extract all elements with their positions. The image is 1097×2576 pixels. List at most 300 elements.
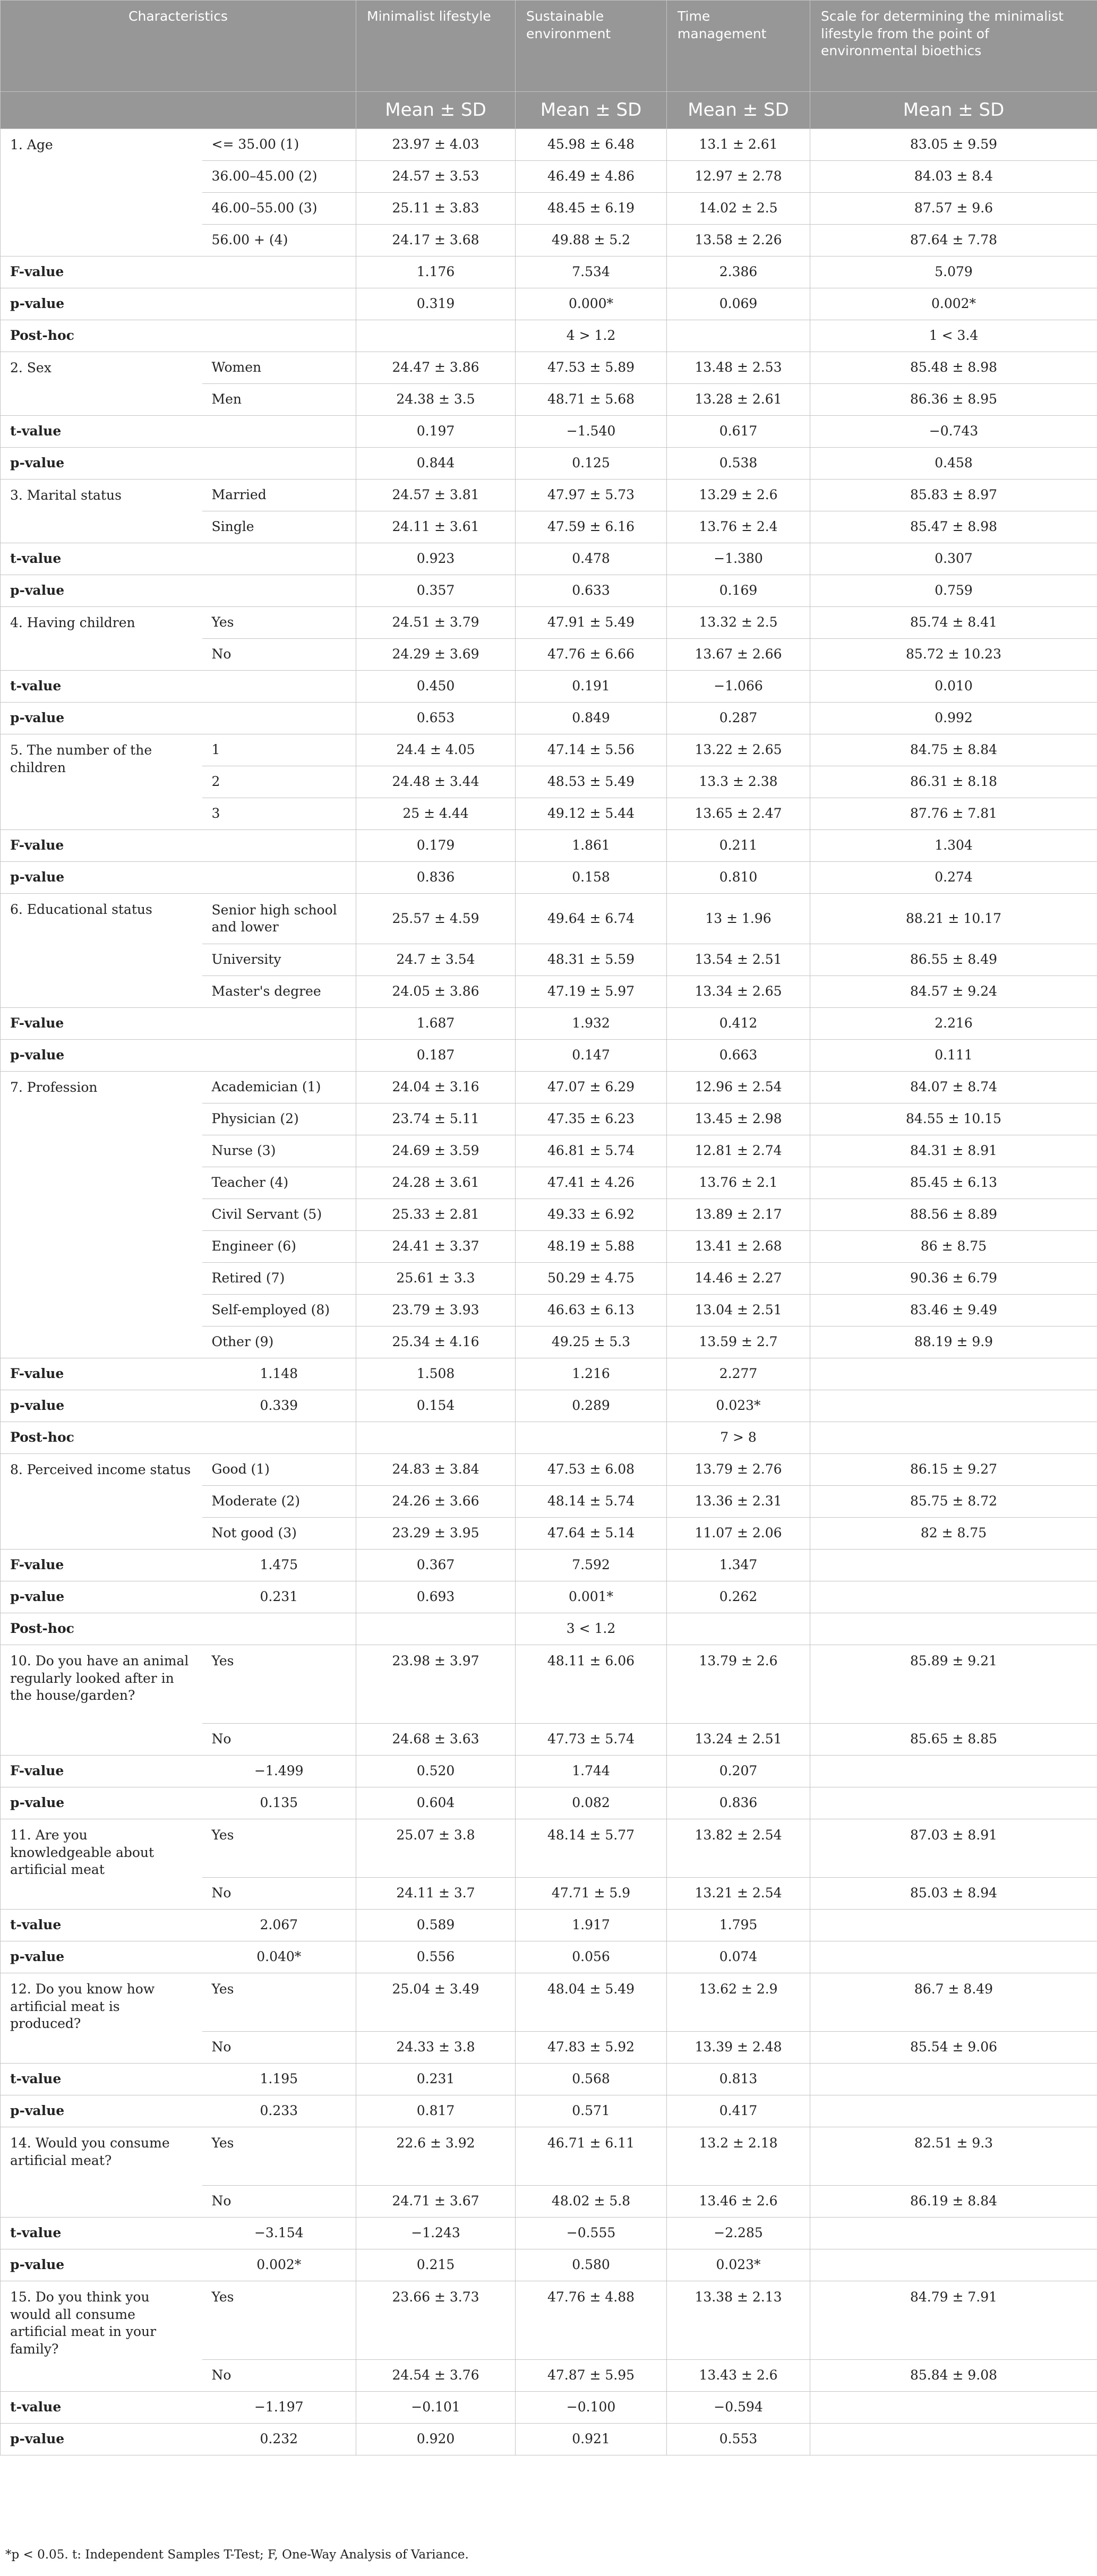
value-cell: 0.191: [516, 671, 667, 703]
value-cell: 13.89 ± 2.17: [667, 1199, 810, 1231]
value-cell: 49.64 ± 6.74: [516, 894, 667, 944]
value-cell: 7 > 8: [667, 1422, 810, 1454]
value-cell: 0.082: [516, 1787, 667, 1819]
stat-row: [1, 2392, 1097, 2424]
value-cell: 24.7 ± 3.54: [356, 944, 516, 976]
row-group-label: 6. Educational status: [1, 894, 202, 1008]
value-cell: −1.499: [202, 1756, 356, 1787]
stat-row: [1, 2095, 1097, 2127]
value-cell: 24.11 ± 3.61: [356, 511, 516, 543]
stat-label: p-value: [1, 2424, 202, 2455]
value-cell: 0.571: [516, 2095, 667, 2127]
value-cell: 48.53 ± 5.49: [516, 766, 667, 798]
stat-label: p-value: [1, 1390, 202, 1422]
row-subcategory: 3: [202, 798, 356, 830]
value-cell: 90.36 ± 6.79: [810, 1263, 1097, 1295]
value-cell: 88.56 ± 8.89: [810, 1199, 1097, 1231]
value-cell: 84.07 ± 8.74: [810, 1072, 1097, 1103]
value-cell: 46.71 ± 6.11: [516, 2127, 667, 2186]
value-cell: 0.147: [516, 1040, 667, 1072]
table-row: [1, 607, 1097, 639]
value-cell: 1.475: [202, 1550, 356, 1581]
value-cell: 88.19 ± 9.9: [810, 1326, 1097, 1358]
value-cell: 49.25 ± 5.3: [516, 1326, 667, 1358]
row-subcategory: No: [202, 2360, 356, 2392]
value-cell: 13.43 ± 2.6: [667, 2360, 810, 2392]
stat-label: t-value: [1, 2218, 202, 2249]
row-subcategory: No: [202, 1724, 356, 1756]
value-cell: 13.65 ± 2.47: [667, 798, 810, 830]
value-cell: 0.274: [810, 862, 1097, 894]
value-cell: 0.158: [516, 862, 667, 894]
stat-label: p-value: [1, 2249, 202, 2281]
header-minimalist-lifestyle: Minimalist lifestyle: [356, 1, 516, 92]
value-cell: 24.57 ± 3.53: [356, 161, 516, 193]
value-cell: 0.069: [667, 288, 810, 320]
subheader-mean-sd: Mean ± SD: [516, 92, 667, 129]
value-cell: 0.553: [667, 2424, 810, 2455]
value-cell: 45.98 ± 6.48: [516, 129, 667, 161]
value-cell: 47.97 ± 5.73: [516, 480, 667, 511]
value-cell: 0.056: [516, 1941, 667, 1973]
stat-row: [1, 416, 1097, 448]
value-cell: 3 < 1.2: [516, 1613, 667, 1645]
value-cell: 85.74 ± 8.41: [810, 607, 1097, 639]
empty-cell: [810, 1390, 1097, 1422]
stat-label: Post-hoc: [1, 1613, 202, 1645]
stat-label: t-value: [1, 416, 356, 448]
stat-label: F-value: [1, 1756, 202, 1787]
value-cell: 47.87 ± 5.95: [516, 2360, 667, 2392]
value-cell: 0.921: [516, 2424, 667, 2455]
value-cell: 86.36 ± 8.95: [810, 384, 1097, 416]
table-row: [1, 352, 1097, 384]
stat-label: t-value: [1, 671, 356, 703]
row-group-label: 1. Age: [1, 129, 202, 256]
value-cell: −1.243: [356, 2218, 516, 2249]
value-cell: 0.538: [667, 448, 810, 480]
empty-cell: [810, 2064, 1097, 2095]
value-cell: 2.386: [667, 256, 810, 288]
stat-label: p-value: [1, 1941, 202, 1973]
value-cell: 47.64 ± 5.14: [516, 1518, 667, 1550]
stat-row: [1, 575, 1097, 607]
row-subcategory: Married: [202, 480, 356, 511]
table-row: [1, 1819, 1097, 1878]
value-cell: 88.21 ± 10.17: [810, 894, 1097, 944]
value-cell: 0.074: [667, 1941, 810, 1973]
value-cell: 0.992: [810, 703, 1097, 734]
value-cell: 0.231: [356, 2064, 516, 2095]
value-cell: 0.000*: [516, 288, 667, 320]
value-cell: 7.592: [516, 1550, 667, 1581]
value-cell: 47.91 ± 5.49: [516, 607, 667, 639]
stat-label: p-value: [1, 288, 356, 320]
stat-row: [1, 543, 1097, 575]
value-cell: 13.04 ± 2.51: [667, 1295, 810, 1326]
empty-cell: [810, 2249, 1097, 2281]
row-subcategory: Yes: [202, 2281, 356, 2360]
value-cell: 47.73 ± 5.74: [516, 1724, 667, 1756]
value-cell: 24.57 ± 3.81: [356, 480, 516, 511]
value-cell: 0.179: [356, 830, 516, 862]
value-cell: 0.923: [356, 543, 516, 575]
row-subcategory: University: [202, 944, 356, 976]
value-cell: 50.29 ± 4.75: [516, 1263, 667, 1295]
value-cell: 13.76 ± 2.1: [667, 1167, 810, 1199]
value-cell: 24.54 ± 3.76: [356, 2360, 516, 2392]
stat-label: t-value: [1, 543, 356, 575]
stat-row: [1, 288, 1097, 320]
value-cell: 0.617: [667, 416, 810, 448]
empty-cell: [810, 1550, 1097, 1581]
value-cell: 24.17 ± 3.68: [356, 225, 516, 256]
empty-cell: [356, 1422, 516, 1454]
value-cell: 1.932: [516, 1008, 667, 1040]
value-cell: 25.34 ± 4.16: [356, 1326, 516, 1358]
stat-row: [1, 1910, 1097, 1941]
stat-row: [1, 1390, 1097, 1422]
value-cell: 0.357: [356, 575, 516, 607]
value-cell: 13.62 ± 2.9: [667, 1973, 810, 2032]
value-cell: 0.450: [356, 671, 516, 703]
value-cell: 48.14 ± 5.77: [516, 1819, 667, 1878]
value-cell: 87.03 ± 8.91: [810, 1819, 1097, 1878]
value-cell: 24.51 ± 3.79: [356, 607, 516, 639]
stat-row: [1, 1581, 1097, 1613]
empty-cell: [202, 1008, 356, 1040]
value-cell: 0.412: [667, 1008, 810, 1040]
value-cell: 47.83 ± 5.92: [516, 2032, 667, 2064]
value-cell: 13.34 ± 2.65: [667, 976, 810, 1008]
value-cell: 86.31 ± 8.18: [810, 766, 1097, 798]
value-cell: 82 ± 8.75: [810, 1518, 1097, 1550]
row-group-label: 5. The number of the children: [1, 734, 202, 830]
stat-row: [1, 862, 1097, 894]
stat-label: p-value: [1, 703, 356, 734]
value-cell: 0.135: [202, 1787, 356, 1819]
value-cell: 5.079: [810, 256, 1097, 288]
value-cell: 85.65 ± 8.85: [810, 1724, 1097, 1756]
value-cell: 84.75 ± 8.84: [810, 734, 1097, 766]
empty-cell: [516, 1422, 667, 1454]
value-cell: 46.49 ± 4.86: [516, 161, 667, 193]
value-cell: 84.03 ± 8.4: [810, 161, 1097, 193]
value-cell: 0.836: [356, 862, 516, 894]
value-cell: 1.508: [356, 1358, 516, 1390]
value-cell: 2.277: [667, 1358, 810, 1390]
value-cell: 49.12 ± 5.44: [516, 798, 667, 830]
value-cell: −3.154: [202, 2218, 356, 2249]
value-cell: 14.02 ± 2.5: [667, 193, 810, 225]
value-cell: 0.233: [202, 2095, 356, 2127]
table-row: [1, 480, 1097, 511]
stat-row: [1, 1787, 1097, 1819]
stat-row: [1, 830, 1097, 862]
row-subcategory: Moderate (2): [202, 1486, 356, 1518]
empty-cell: [810, 1581, 1097, 1613]
row-subcategory: Men: [202, 384, 356, 416]
row-subcategory: Engineer (6): [202, 1231, 356, 1263]
value-cell: 0.339: [202, 1390, 356, 1422]
value-cell: 25.07 ± 3.8: [356, 1819, 516, 1878]
value-cell: 0.125: [516, 448, 667, 480]
value-cell: 47.53 ± 5.89: [516, 352, 667, 384]
value-cell: 0.207: [667, 1756, 810, 1787]
table-body: [1, 129, 1097, 2455]
empty-cell: [810, 1941, 1097, 1973]
value-cell: 23.97 ± 4.03: [356, 129, 516, 161]
value-cell: 48.19 ± 5.88: [516, 1231, 667, 1263]
row-subcategory: 46.00–55.00 (3): [202, 193, 356, 225]
value-cell: 47.71 ± 5.9: [516, 1878, 667, 1910]
value-cell: −1.380: [667, 543, 810, 575]
value-cell: 0.211: [667, 830, 810, 862]
value-cell: 46.81 ± 5.74: [516, 1135, 667, 1167]
value-cell: 13.36 ± 2.31: [667, 1486, 810, 1518]
value-cell: 25.11 ± 3.83: [356, 193, 516, 225]
stat-row: [1, 1550, 1097, 1581]
value-cell: 47.59 ± 6.16: [516, 511, 667, 543]
value-cell: 0.002*: [810, 288, 1097, 320]
row-group-label: 8. Perceived income status: [1, 1454, 202, 1550]
stat-row: [1, 2218, 1097, 2249]
row-subcategory: Yes: [202, 2127, 356, 2186]
table-row: [1, 129, 1097, 161]
value-cell: 23.79 ± 3.93: [356, 1295, 516, 1326]
stat-label: F-value: [1, 830, 356, 862]
value-cell: 0.520: [356, 1756, 516, 1787]
value-cell: 49.88 ± 5.2: [516, 225, 667, 256]
value-cell: 48.04 ± 5.49: [516, 1973, 667, 2032]
value-cell: 24.69 ± 3.59: [356, 1135, 516, 1167]
value-cell: 0.836: [667, 1787, 810, 1819]
value-cell: 1.176: [356, 256, 516, 288]
empty-cell: [202, 1040, 356, 1072]
row-subcategory: 56.00 + (4): [202, 225, 356, 256]
value-cell: 24.48 ± 3.44: [356, 766, 516, 798]
value-cell: 24.28 ± 3.61: [356, 1167, 516, 1199]
value-cell: 0.262: [667, 1581, 810, 1613]
value-cell: 0.556: [356, 1941, 516, 1973]
value-cell: −0.555: [516, 2218, 667, 2249]
value-cell: 84.79 ± 7.91: [810, 2281, 1097, 2360]
value-cell: 23.66 ± 3.73: [356, 2281, 516, 2360]
value-cell: 83.05 ± 9.59: [810, 129, 1097, 161]
row-subcategory: No: [202, 639, 356, 671]
row-subcategory: 36.00–45.00 (2): [202, 161, 356, 193]
value-cell: 86 ± 8.75: [810, 1231, 1097, 1263]
row-subcategory: <= 35.00 (1): [202, 129, 356, 161]
value-cell: 0.187: [356, 1040, 516, 1072]
value-cell: 47.41 ± 4.26: [516, 1167, 667, 1199]
value-cell: 2.067: [202, 1910, 356, 1941]
header-time-management: Time management: [667, 1, 810, 92]
row-subcategory: Retired (7): [202, 1263, 356, 1295]
value-cell: 0.111: [810, 1040, 1097, 1072]
value-cell: 13.45 ± 2.98: [667, 1103, 810, 1135]
value-cell: −0.101: [356, 2392, 516, 2424]
header-empty: [1, 92, 356, 129]
table-row: [1, 1973, 1097, 2032]
stat-label: t-value: [1, 2392, 202, 2424]
value-cell: 0.849: [516, 703, 667, 734]
row-group-label: 3. Marital status: [1, 480, 202, 543]
value-cell: 4 > 1.2: [516, 320, 667, 352]
value-cell: 1.347: [667, 1550, 810, 1581]
value-cell: 13.32 ± 2.5: [667, 607, 810, 639]
stat-row: [1, 2249, 1097, 2281]
row-group-label: 7. Profession: [1, 1072, 202, 1358]
row-subcategory: Teacher (4): [202, 1167, 356, 1199]
value-cell: 0.010: [810, 671, 1097, 703]
value-cell: 0.844: [356, 448, 516, 480]
value-cell: −0.594: [667, 2392, 810, 2424]
value-cell: 82.51 ± 9.3: [810, 2127, 1097, 2186]
row-group-label: 10. Do you have an animal regularly looked after in the house/garden?: [1, 1645, 202, 1756]
value-cell: 1.861: [516, 830, 667, 862]
value-cell: 13.79 ± 2.76: [667, 1454, 810, 1486]
empty-cell: [202, 1422, 356, 1454]
value-cell: 1.795: [667, 1910, 810, 1941]
value-cell: 13.82 ± 2.54: [667, 1819, 810, 1878]
value-cell: 0.580: [516, 2249, 667, 2281]
empty-cell: [810, 2218, 1097, 2249]
stat-label: Post-hoc: [1, 1422, 202, 1454]
value-cell: 25.61 ± 3.3: [356, 1263, 516, 1295]
stat-label: p-value: [1, 2095, 202, 2127]
row-group-label: 11. Are you knowledgeable about artificial meat: [1, 1819, 202, 1910]
value-cell: 11.07 ± 2.06: [667, 1518, 810, 1550]
value-cell: 13.41 ± 2.68: [667, 1231, 810, 1263]
value-cell: 0.663: [667, 1040, 810, 1072]
value-cell: 25 ± 4.44: [356, 798, 516, 830]
value-cell: 0.231: [202, 1581, 356, 1613]
value-cell: 24.04 ± 3.16: [356, 1072, 516, 1103]
stat-label: F-value: [1, 1358, 202, 1390]
row-subcategory: No: [202, 2032, 356, 2064]
stat-row: [1, 320, 1097, 352]
value-cell: 47.19 ± 5.97: [516, 976, 667, 1008]
value-cell: 25.57 ± 4.59: [356, 894, 516, 944]
value-cell: 24.41 ± 3.37: [356, 1231, 516, 1263]
value-cell: 13.1 ± 2.61: [667, 129, 810, 161]
value-cell: 13.48 ± 2.53: [667, 352, 810, 384]
value-cell: 12.97 ± 2.78: [667, 161, 810, 193]
value-cell: 24.05 ± 3.86: [356, 976, 516, 1008]
stat-label: p-value: [1, 575, 356, 607]
value-cell: 86.15 ± 9.27: [810, 1454, 1097, 1486]
row-subcategory: Yes: [202, 1973, 356, 2032]
value-cell: 1.744: [516, 1756, 667, 1787]
value-cell: 48.45 ± 6.19: [516, 193, 667, 225]
value-cell: 0.589: [356, 1910, 516, 1941]
value-cell: 85.72 ± 10.23: [810, 639, 1097, 671]
value-cell: 85.48 ± 8.98: [810, 352, 1097, 384]
value-cell: 1.304: [810, 830, 1097, 862]
value-cell: 23.29 ± 3.95: [356, 1518, 516, 1550]
row-subcategory: Yes: [202, 607, 356, 639]
table-row: [1, 1645, 1097, 1724]
row-subcategory: Academician (1): [202, 1072, 356, 1103]
stat-row: [1, 1040, 1097, 1072]
table-row: [1, 894, 1097, 944]
value-cell: 48.71 ± 5.68: [516, 384, 667, 416]
value-cell: 85.47 ± 8.98: [810, 511, 1097, 543]
value-cell: 13.38 ± 2.13: [667, 2281, 810, 2360]
table-row: [1, 734, 1097, 766]
stat-label: p-value: [1, 1040, 202, 1072]
value-cell: 13.46 ± 2.6: [667, 2186, 810, 2218]
stat-row: [1, 1941, 1097, 1973]
value-cell: 24.26 ± 3.66: [356, 1486, 516, 1518]
subheader-mean-sd: Mean ± SD: [667, 92, 810, 129]
stat-label: Post-hoc: [1, 320, 356, 352]
row-subcategory: No: [202, 1878, 356, 1910]
value-cell: 0.169: [667, 575, 810, 607]
value-cell: 47.35 ± 6.23: [516, 1103, 667, 1135]
stat-label: t-value: [1, 1910, 202, 1941]
stat-label: t-value: [1, 2064, 202, 2095]
table-row: [1, 2127, 1097, 2186]
value-cell: 87.57 ± 9.6: [810, 193, 1097, 225]
value-cell: 13.76 ± 2.4: [667, 511, 810, 543]
value-cell: 47.53 ± 6.08: [516, 1454, 667, 1486]
value-cell: 87.64 ± 7.78: [810, 225, 1097, 256]
stat-row: [1, 1756, 1097, 1787]
value-cell: 85.89 ± 9.21: [810, 1645, 1097, 1724]
value-cell: 85.54 ± 9.06: [810, 2032, 1097, 2064]
value-cell: 48.14 ± 5.74: [516, 1486, 667, 1518]
value-cell: 0.319: [356, 288, 516, 320]
value-cell: 0.653: [356, 703, 516, 734]
value-cell: 24.71 ± 3.67: [356, 2186, 516, 2218]
value-cell: 24.11 ± 3.7: [356, 1878, 516, 1910]
value-cell: 0.215: [356, 2249, 516, 2281]
value-cell: −0.100: [516, 2392, 667, 2424]
value-cell: 0.023*: [667, 2249, 810, 2281]
value-cell: 0.002*: [202, 2249, 356, 2281]
stat-row: [1, 1613, 1097, 1645]
value-cell: 13.59 ± 2.7: [667, 1326, 810, 1358]
value-cell: 13.28 ± 2.61: [667, 384, 810, 416]
value-cell: 86.7 ± 8.49: [810, 1973, 1097, 2032]
value-cell: 48.31 ± 5.59: [516, 944, 667, 976]
subheader-mean-sd: Mean ± SD: [810, 92, 1097, 129]
value-cell: 0.568: [516, 2064, 667, 2095]
value-cell: 85.84 ± 9.08: [810, 2360, 1097, 2392]
empty-cell: [810, 2095, 1097, 2127]
value-cell: 24.33 ± 3.8: [356, 2032, 516, 2064]
value-cell: 23.98 ± 3.97: [356, 1645, 516, 1724]
value-cell: 24.68 ± 3.63: [356, 1724, 516, 1756]
value-cell: 13.21 ± 2.54: [667, 1878, 810, 1910]
value-cell: 87.76 ± 7.81: [810, 798, 1097, 830]
empty-cell: [667, 320, 810, 352]
value-cell: 47.76 ± 6.66: [516, 639, 667, 671]
value-cell: 0.810: [667, 862, 810, 894]
value-cell: 23.74 ± 5.11: [356, 1103, 516, 1135]
subheader-mean-sd: Mean ± SD: [356, 92, 516, 129]
row-group-label: 2. Sex: [1, 352, 202, 416]
value-cell: 48.02 ± 5.8: [516, 2186, 667, 2218]
stat-row: [1, 1422, 1097, 1454]
value-cell: 0.604: [356, 1787, 516, 1819]
value-cell: 1.917: [516, 1910, 667, 1941]
value-cell: 0.693: [356, 1581, 516, 1613]
stat-row: [1, 1358, 1097, 1390]
row-subcategory: Women: [202, 352, 356, 384]
